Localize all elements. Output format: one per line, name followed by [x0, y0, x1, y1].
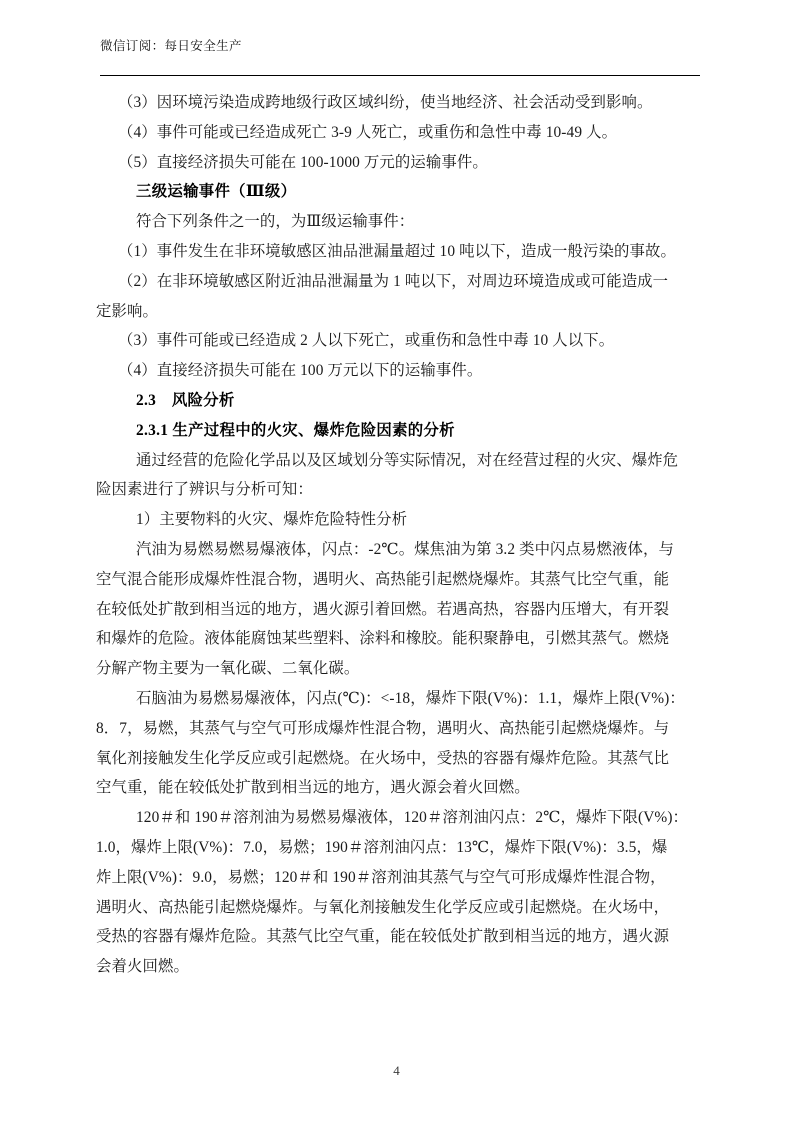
body-line: 三级运输事件（Ⅲ级） [136, 183, 297, 201]
body-line: （3）事件可能或已经造成 2 人以下死亡，或重伤和急性中毒 10 人以下。 [118, 332, 615, 350]
body-line: （5）直接经济损失可能在 100-1000 万元的运输事件。 [118, 153, 488, 171]
body-line: 会着火回燃。 [96, 958, 189, 976]
body-line: （4）直接经济损失可能在 100 万元以下的运输事件。 [118, 362, 483, 380]
page-number: 4 [393, 1063, 400, 1078]
header-divider-rule [100, 75, 700, 76]
document-body [96, 88, 704, 982]
body-line: 定影响。 [96, 302, 158, 320]
body-line: （2）在非环境敏感区附近油品泄漏量为 1 吨以下，对周边环境造成或可能造成一 [118, 272, 669, 290]
body-line: 2.3.1 生产过程中的火灾、爆炸危险因素的分析 [136, 421, 455, 439]
body-line: 空气混合能形成爆炸性混合物，遇明火、高热能引起燃烧爆炸。其蒸气比空气重，能 [96, 570, 670, 588]
header-subscription-text: 微信订阅：每日安全生产 [100, 39, 242, 53]
body-line: 2.3 风险分析 [136, 391, 235, 409]
body-line: 空气重，能在较低处扩散到相当远的地方，遇火源会着火回燃。 [96, 779, 530, 797]
page-footer [0, 1062, 793, 1080]
body-line: 和爆炸的危险。液体能腐蚀某些塑料、涂料和橡胶。能积聚静电，引燃其蒸气。燃烧 [96, 630, 670, 648]
body-line: 1）主要物料的火灾、爆炸危险特性分析 [136, 511, 408, 529]
body-line: （4）事件可能或已经造成死亡 3-9 人死亡，或重伤和急性中毒 10-49 人。 [118, 123, 618, 141]
body-line: 险因素进行了辨识与分析可知： [96, 481, 313, 499]
page-header [100, 38, 700, 55]
body-line: 氧化剂接触发生化学反应或引起燃烧。在火场中，受热的容器有爆炸危险。其蒸气比 [96, 749, 670, 767]
body-line: 通过经营的危险化学品以及区域划分等实际情况，对在经营过程的火灾、爆炸危 [136, 451, 679, 469]
body-line: 8．7，易燃，其蒸气与空气可形成爆炸性混合物，遇明火、高热能引起燃烧爆炸。与 [96, 719, 670, 737]
body-line: 分解产物主要为一氧化碳、二氧化碳。 [96, 660, 360, 678]
body-line: 符合下列条件之一的，为Ⅲ级运输事件： [136, 213, 415, 231]
body-line: （1）事件发生在非环境敏感区油品泄漏量超过 10 吨以下，造成一般污染的事故。 [118, 242, 676, 260]
body-line: 120＃和 190＃溶剂油为易燃易爆液体，120＃溶剂油闪点：2℃，爆炸下限(V%)： [136, 809, 689, 827]
body-line: 在较低处扩散到相当远的地方，遇火源引着回燃。若遇高热，容器内压增大，有开裂 [96, 600, 670, 618]
body-line: 石脑油为易燃易爆液体，闪点(℃)：<-18，爆炸下限(V%)：1.1，爆炸上限(V%)： [136, 689, 685, 707]
body-line: 汽油为易燃易燃易爆液体，闪点：-2℃。煤焦油为第 3.2 类中闪点易燃液体，与 [136, 540, 674, 558]
body-line: 受热的容器有爆炸危险。其蒸气比空气重，能在较低处扩散到相当远的地方，遇火源 [96, 928, 670, 946]
body-line: 炸上限(V%)：9.0，易燃；120＃和 190＃溶剂油其蒸气与空气可形成爆炸性混合物， [96, 868, 666, 886]
body-line: 遇明火、高热能引起燃烧爆炸。与氧化剂接触发生化学反应或引起燃烧。在火场中， [96, 898, 670, 916]
body-line: （3）因环境污染造成跨地级行政区域纠纷，使当地经济、社会活动受到影响。 [118, 94, 653, 111]
body-line: 1.0，爆炸上限(V%)：7.0，易燃；190＃溶剂油闪点：13℃，爆炸下限(V%)：3.5，爆 [96, 838, 668, 856]
